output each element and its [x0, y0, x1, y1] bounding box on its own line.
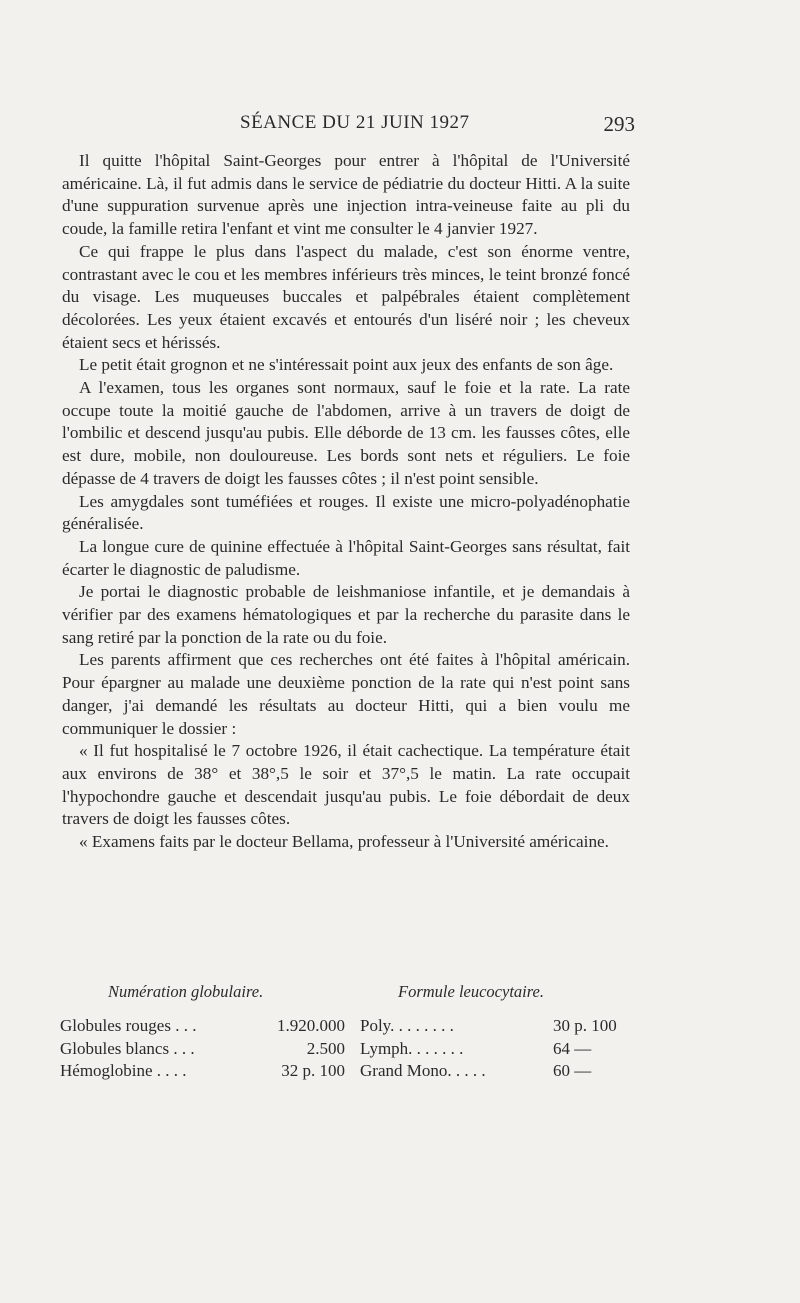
- paragraph: A l'examen, tous les organes sont normaux, sauf le foie et la rate. La rate occupe toute la moitié gauche de l'abdomen, arrive à un travers de doigt de l'ombilic et descend jusqu'au pubis. Elle déborde de 13 cm. les fausses côtes, elle est dure, mobile, non douloureuse. Les bords sont nets et réguliers. Le foie dépasse de 4 travers de doigt les fausses côtes ; il n'est point sensible.: [62, 378, 630, 488]
- paragraph: « Il fut hospitalisé le 7 octobre 1926, il était cachectique. La température était aux environs de 38° et 38°,5 le soir et 37°,5 le matin. La rate occupait l'hypochondre gauche et descendait jusqu'au pubis. Le foie débordait de deux travers de doigt les fausses côtes.: [62, 741, 630, 829]
- row-value-right: 30 p. 100: [553, 1016, 617, 1035]
- row-value-right: 60 —: [553, 1061, 592, 1080]
- table-rows: [60, 1016, 620, 1084]
- row-label-left: Globules rouges . . .: [60, 1016, 197, 1035]
- blood-results-table: [60, 982, 620, 1080]
- header-title: SÉANCE DU 21 JUIN 1927: [240, 112, 470, 133]
- row-value-left: 32 p. 100: [281, 1061, 345, 1080]
- table-row: [60, 1016, 620, 1039]
- paragraph: Ce qui frappe le plus dans l'aspect du malade, c'est son énorme ventre, contrastant avec le cou et les membres inférieurs très minces, le teint bronzé foncé du visage. Les muqueuses buccales et palpébrales étaient complètement décolorées. Les yeux étaient excavés et entourés d'un liséré noir ; les cheveux étaient secs et hérissés.: [62, 241, 630, 352]
- table-headings: [60, 982, 620, 1012]
- table-row: [60, 1061, 620, 1084]
- table-row: [60, 1039, 620, 1062]
- row-value-left: 1.920.000: [277, 1016, 345, 1035]
- row-label-right: Grand Mono. . . . .: [360, 1061, 486, 1080]
- paragraph: La longue cure de quinine effectuée à l'hôpital Saint-Georges sans résultat, fait écarter le diagnostic de paludisme.: [62, 536, 630, 579]
- paragraph: Les amygdales sont tuméfiées et rouges. Il existe une micro-polyadénophatie généralisée.: [62, 491, 630, 534]
- page-number: 293: [603, 112, 635, 136]
- row-label-left: Hémoglobine . . . .: [60, 1061, 187, 1080]
- paragraph: Il quitte l'hôpital Saint-Georges pour entrer à l'hôpital de l'Université américaine. Là, il fut admis dans le service de pédiatrie du docteur Hitti. A la suite d'une suppuration survenue après une injection intra-veineuse faite au pli du coude, la famille retira l'enfant et vint me consulter le 4 janvier 1927.: [62, 151, 630, 239]
- row-label-left: Globules blancs . . .: [60, 1038, 195, 1058]
- paragraph: Les parents affirment que ces recherches ont été faites à l'hôpital américain. Pour épargner au malade une deuxième ponction de la rate qui n'est point sans danger, j'ai demandé les résultats au docteur Hitti, qui a bien voulu me communiquer le dossier :: [62, 650, 630, 738]
- row-value-right: 64 —: [553, 1038, 592, 1058]
- paragraph: Le petit était grognon et ne s'intéressait point aux jeux des enfants de son âge.: [79, 355, 614, 375]
- heading-numeration: Numération globulaire.: [108, 982, 264, 1001]
- body-text: [62, 150, 630, 854]
- row-value-left: 2.500: [306, 1038, 345, 1058]
- paragraph: Je portai le diagnostic probable de leishmaniose infantile, et je demandais à vérifier par des examens hématologiques et par la recherche du parasite dans le sang retiré par la ponction de la rate ou du foie.: [62, 582, 630, 647]
- row-label-right: Lymph. . . . . . .: [360, 1038, 464, 1058]
- running-header: [240, 112, 635, 138]
- row-label-right: Poly. . . . . . . .: [360, 1016, 454, 1035]
- paragraph: « Examens faits par le docteur Bellama, professeur à l'Université américaine.: [79, 832, 609, 852]
- heading-formule: Formule leucocytaire.: [398, 982, 545, 1001]
